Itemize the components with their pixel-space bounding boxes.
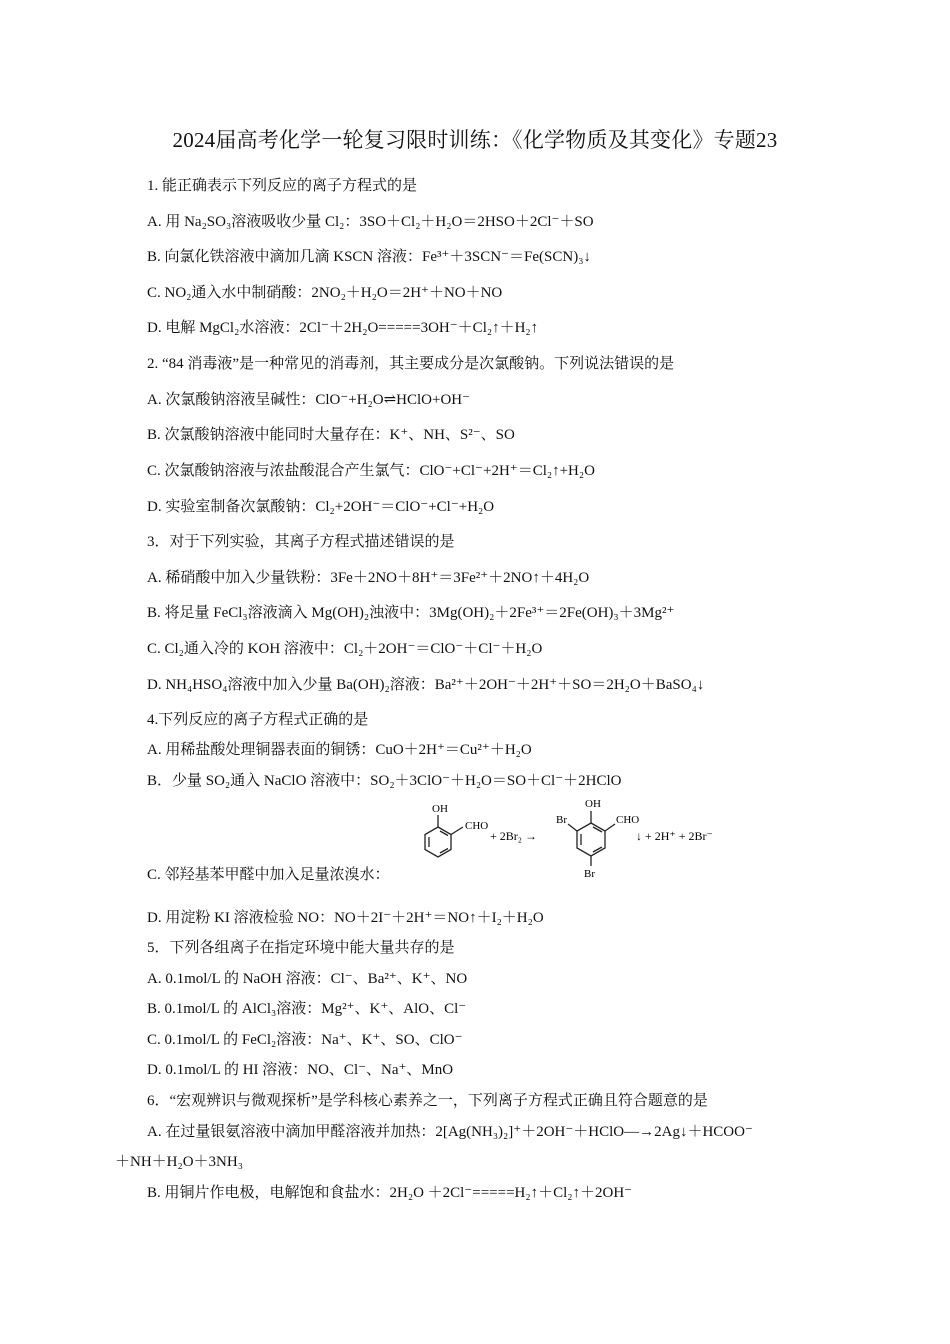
text-line: A. 0.1mol/L 的 NaOH 溶液：Cl⁻、Ba²⁺、K⁺、NO xyxy=(147,971,468,987)
text-line: C. 次氯酸钠溶液与浓盐酸混合产生氯气：ClO⁻+Cl⁻+2H⁺＝Cl₂↑+H₂O xyxy=(147,463,595,479)
text-line: D. 用淀粉 KI 溶液检验 NO：NO＋2I⁻＋2H⁺＝NO↑＋I₂＋H₂O xyxy=(147,910,544,926)
page-title: 2024届高考化学一轮复习限时训练：《化学物质及其变化》专题23 xyxy=(172,128,778,152)
text-line: 4.下列反应的离子方程式正确的是 xyxy=(147,712,369,728)
text-line: D. 实验室制备次氯酸钠：Cl₂+2OH⁻＝ClO⁻+Cl⁻+H₂O xyxy=(147,499,495,515)
aldehyde-label-1: CHO xyxy=(465,820,489,832)
bromo-label-bottom: Br xyxy=(584,868,595,880)
text-line: C. 0.1mol/L 的 FeCl₂溶液：Na⁺、K⁺、SO、ClO⁻ xyxy=(147,1032,463,1048)
reagent-label: + 2Br₂ → xyxy=(490,829,537,843)
text-line: A. 用稀盐酸处理铜器表面的铜锈：CuO＋2H⁺＝Cu²⁺＋H₂O xyxy=(147,742,532,758)
text-line: A. 次氯酸钠溶液呈碱性：ClO⁻+H₂O⇌HClO+OH⁻ xyxy=(147,392,471,408)
text-line: B. 向氯化铁溶液中滴加几滴 KSCN 溶液：Fe³⁺＋3SCN⁻＝Fe(SCN)₃↓ xyxy=(147,249,591,265)
text-line: 3．对于下列实验，其离子方程式描述错误的是 xyxy=(147,534,455,550)
dibromosalicylaldehyde-structure xyxy=(568,811,615,866)
text-line: 2. “84 消毒液”是一种常见的消毒剂，其主要成分是次氯酸钠。下列说法错误的是 xyxy=(147,356,675,372)
text-line: C. NO₂通入水中制硝酸：2NO₂＋H₂O＝2H⁺＋NO＋NO xyxy=(147,285,503,301)
text-line: B. 将足量 FeCl₃溶液滴入 Mg(OH)₂浊液中：3Mg(OH)₂＋2Fe³⁺＝2Fe(OH)₃＋3Mg²⁺ xyxy=(147,605,675,621)
hydroxyl-label-2: OH xyxy=(585,798,601,810)
hydroxyl-label-1: OH xyxy=(432,803,448,815)
text-line: C. 邻羟基苯甲醛中加入足量浓溴水： xyxy=(147,867,390,883)
text-line: C. Cl₂通入冷的 KOH 溶液中：Cl₂＋2OH⁻＝ClO⁻＋Cl⁻＋H₂O xyxy=(147,641,543,657)
text-line: A. 用 Na₂SO₃溶液吸收少量 Cl₂：3SO＋Cl₂＋H₂O＝2HSO＋2Cl⁻＋SO xyxy=(147,214,594,230)
text-line: 1. 能正确表示下列反应的离子方程式的是 xyxy=(147,178,418,194)
text-line: D. NH₄HSO₄溶液中加入少量 Ba(OH)₂溶液：Ba²⁺＋2OH⁻＋2H⁺＋SO＝2H₂O＋BaSO₄↓ xyxy=(147,677,705,693)
products-label: ↓ + 2H⁺ + 2Br⁻ xyxy=(636,829,713,843)
text-line: B. 用铜片作电极，电解饱和食盐水：2H₂O ＋2Cl⁻=====H₂↑＋Cl₂↑＋2OH⁻ xyxy=(147,1185,633,1201)
text-line: ＋NH＋H₂O＋3NH₃ xyxy=(115,1154,243,1170)
text-line: B. 0.1mol/L 的 AlCl₃溶液：Mg²⁺、K⁺、AlO、Cl⁻ xyxy=(147,1001,467,1017)
salicylaldehyde-structure xyxy=(425,815,463,857)
reaction-scheme xyxy=(408,793,730,883)
bromo-label-left: Br xyxy=(556,814,567,826)
text-line: B．少量 SO₂通入 NaClO 溶液中：SO₂＋3ClO⁻＋H₂O＝SO＋Cl⁻＋2HClO xyxy=(147,773,622,789)
text-line: B. 次氯酸钠溶液中能同时大量存在：K⁺、NH、S²⁻、SO xyxy=(147,427,515,443)
text-line: A. 在过量银氨溶液中滴加甲醛溶液并加热：2[Ag(NH₃)₂]⁺＋2OH⁻＋HClO—→2Ag↓＋HCOO⁻ xyxy=(147,1124,753,1140)
text-line: 5．下列各组离子在指定环境中能大量共存的是 xyxy=(147,940,455,956)
text-line: A. 稀硝酸中加入少量铁粉：3Fe＋2NO＋8H⁺＝3Fe²⁺＋2NO↑＋4H₂O xyxy=(147,570,590,586)
text-line: D. 0.1mol/L 的 HI 溶液：NO、Cl⁻、Na⁺、MnO xyxy=(147,1062,454,1078)
text-line: 6．“宏观辨识与微观探析”是学科核心素养之一，下列离子方程式正确且符合题意的是 xyxy=(147,1093,708,1109)
text-line: D. 电解 MgCl₂水溶液：2Cl⁻＋2H₂O=====3OH⁻＋Cl₂↑＋H₂↑ xyxy=(147,320,539,336)
aldehyde-label-2: CHO xyxy=(616,814,640,826)
